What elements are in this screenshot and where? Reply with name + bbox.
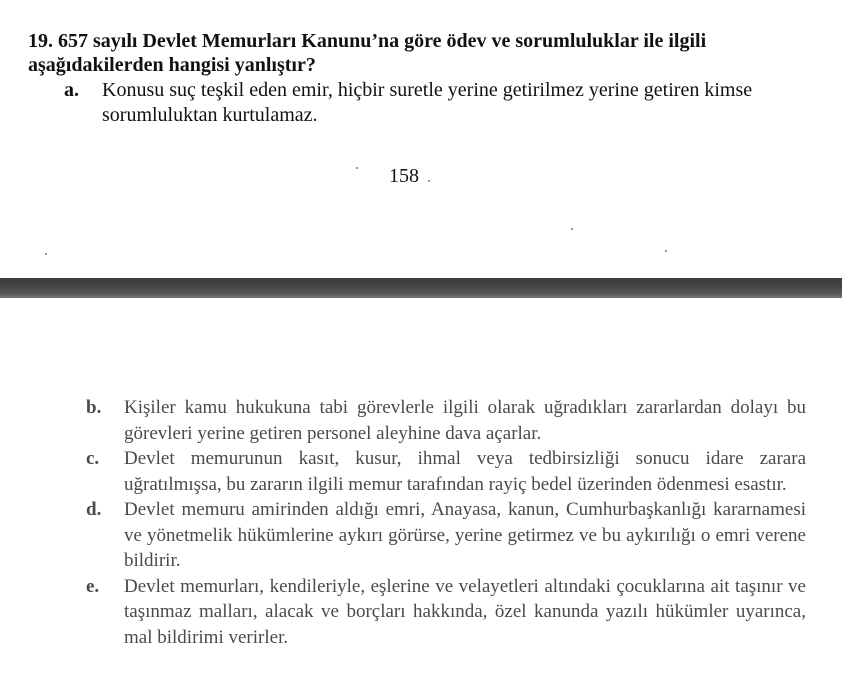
question-text: 657 sayılı Devlet Memurları Kanunu’na göre ödev ve sorumluluklar ile ilgili aşağıdakilerden hangisi yanlıştır? xyxy=(28,30,707,76)
scan-speck xyxy=(571,228,573,230)
scanned-page-top xyxy=(0,0,842,278)
question-stem xyxy=(28,29,828,77)
scan-speck xyxy=(428,180,430,182)
option-e-text: Devlet memurları, kendileriyle, eşlerine ve velayetleri altındaki çocuklarına ait taşınır ve taşınmaz malları, alacak ve borçları hakkında, özel kanunda yazılı hükümler uyarınca, mal bildirimi verirler. xyxy=(124,575,806,648)
option-c xyxy=(86,446,806,497)
question-number: 19. xyxy=(28,30,53,52)
page-break-band xyxy=(0,278,842,298)
option-d-letter: d. xyxy=(86,499,102,520)
option-a-text: Konusu suç teşkil eden emir, hiçbir suretle yerine getirilmez yerine getiren kimse sorumluluktan kurtulamaz. xyxy=(102,79,753,126)
option-c-letter: c. xyxy=(86,448,100,469)
option-c-text: Devlet memurunun kasıt, kusur, ihmal veya tedbirsizliği sonucu idare zarara uğratılmışsa, bu zararın ilgili memur tarafından rayiç bedel üzerinden ödenmesi esastır. xyxy=(124,448,806,495)
option-b-letter: b. xyxy=(86,397,102,418)
scan-speck xyxy=(356,167,358,169)
option-d-text: Devlet memuru amirinden aldığı emri, Anayasa, kanun, Cumhurbaşkanlığı kararnamesi ve yönetmelik hükümlerine aykırı görürse, yerine getirmez ve bu aykırılığı o emri verene bildirir. xyxy=(124,499,806,571)
option-b xyxy=(86,395,806,446)
options-list xyxy=(86,395,806,650)
option-e xyxy=(86,574,806,651)
scan-speck xyxy=(665,250,667,252)
page-number: 158 xyxy=(389,165,419,187)
option-b-text: Kişiler kamu hukukuna tabi görevlerle ilgili olarak uğradıkları zararlardan dolayı bu görevleri yerine getiren personel aleyhine dava açarlar. xyxy=(124,397,806,444)
option-d xyxy=(86,497,806,574)
scan-speck xyxy=(45,253,47,255)
option-e-letter: e. xyxy=(86,575,100,597)
option-a-letter: a. xyxy=(64,79,79,101)
